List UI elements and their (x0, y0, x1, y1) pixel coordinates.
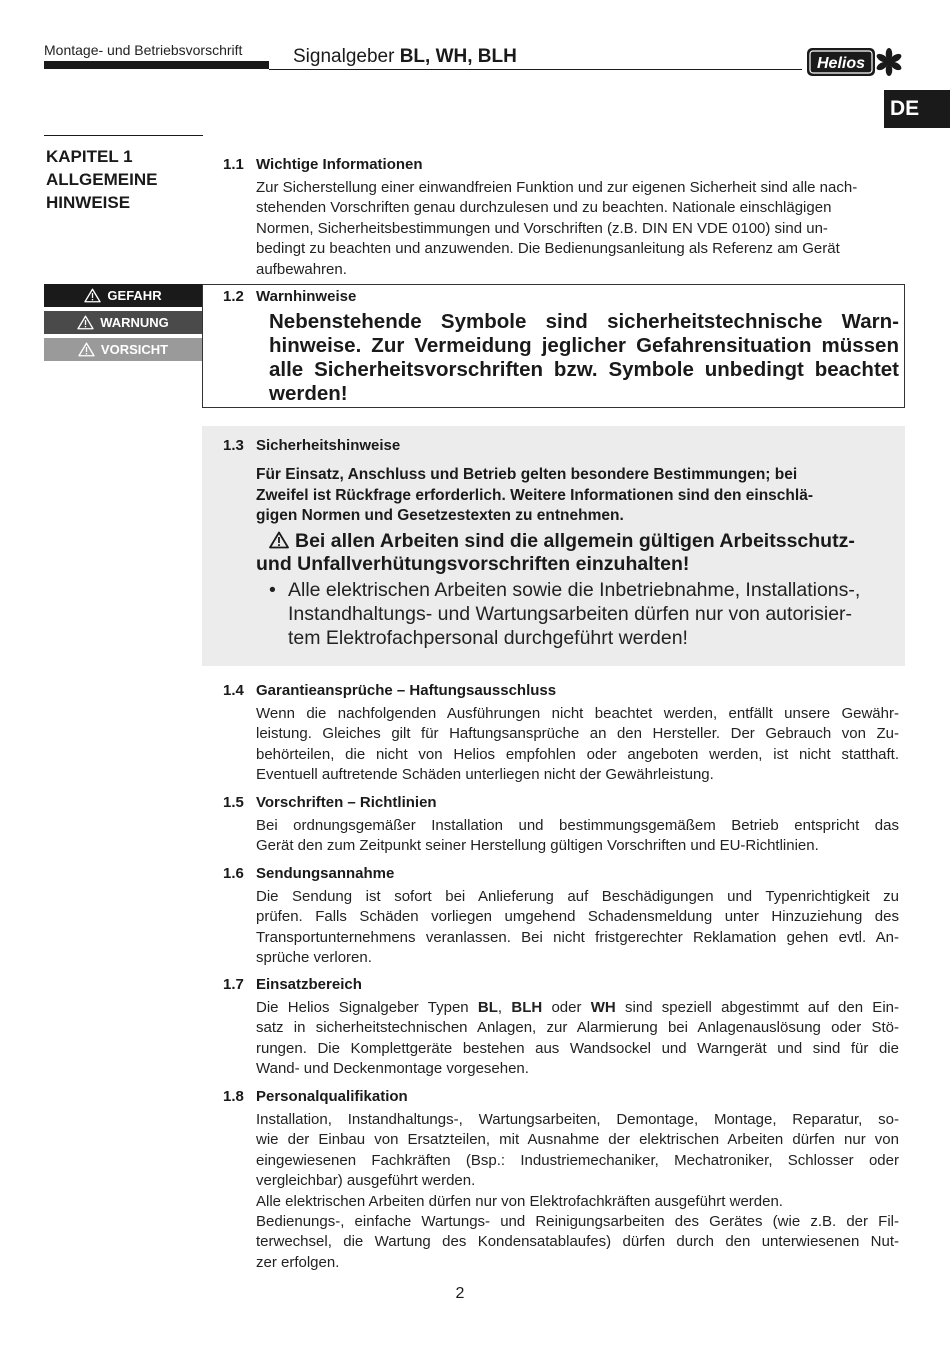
text-line: alle Sicherheitsvorschriften bzw. Symbole unbedingt beachtet (269, 358, 899, 381)
text-line: rungen. Die Komplettgeräte bestehen aus Wandsockel und Warngerät und sind für die (256, 1039, 899, 1057)
section-body (256, 1110, 899, 1273)
section-heading: Personalqualifikation (256, 1088, 408, 1105)
label-warnung (44, 311, 202, 334)
text-line (256, 998, 899, 1018)
section-number: 1.4 (223, 682, 244, 699)
chapter-line: ALLGEMEINE (46, 170, 158, 189)
text-line: prüfen. Falls Schäden vorliegen umgehend Schadensmeldung unter Hinzuziehung des (256, 908, 899, 926)
text-line: Gerät den zum Zeitpunkt seiner Herstellung gültigen Vorschriften und EU-Richtlinien. (256, 837, 819, 855)
warning-triangle-icon (269, 531, 289, 549)
text-line: werden! (269, 382, 348, 405)
warning-line (269, 530, 899, 553)
text-line: zer erfolgen. (256, 1253, 340, 1271)
logo-text: Helios (816, 55, 866, 72)
section-heading: Vorschriften – Richtlinien (256, 794, 437, 811)
section-body (256, 998, 899, 1080)
label-text: GEFAHR (107, 288, 162, 303)
text-line: Installation, Instandhaltungs-, Wartungsarbeiten, Demontage, Montage, Reparatur, so- (256, 1111, 899, 1128)
section-heading: Warnhinweise (256, 288, 357, 305)
section-number: 1.6 (223, 865, 244, 882)
model-bl: BL (477, 999, 498, 1016)
model-wh: WH (590, 999, 616, 1016)
section-number: 1.1 (223, 156, 244, 173)
section-number: 1.7 (223, 976, 244, 993)
text-line: terwechsel, die Wartung des Kondensatablaufes) dürfen durch den unterwiesenen Nut- (256, 1233, 899, 1251)
section-number: 1.8 (223, 1088, 244, 1105)
label-text: WARNUNG (100, 315, 169, 330)
text-line: vergleichbar) ausgeführt werden. (256, 1172, 476, 1190)
text-run: Die Helios Signalgeber Typen (256, 999, 478, 1016)
warning-notice (269, 310, 899, 406)
language-tab: DE (884, 90, 950, 128)
helios-logo (806, 46, 902, 78)
text-line: Transportunternehmens veranlassen. Bei nicht fristgerechter Reklamation gehen evtl. An- (256, 928, 899, 946)
text-line: wie der Einbau von Ersatzteilen, mit Ausnahme der elektrischen Arbeiten dürfen nur von (256, 1131, 899, 1149)
text-line: Nebenstehende Symbole sind sicherheitstechnische Warn- (269, 310, 899, 333)
text-line: behörteilen, die nicht von Helios empfohlen oder angeboten werden, ist nicht statthaft. (256, 745, 899, 763)
text-run: , (497, 999, 512, 1016)
text-line: Bei ordnungsgemäßer Installation und bestimmungsgemäßem Betrieb entspricht das (256, 817, 899, 834)
section-body (256, 178, 899, 280)
general-safety-warning (256, 530, 899, 576)
bullet-text (288, 578, 899, 650)
title-models: BL, WH, BLH (399, 46, 517, 67)
header-rule (269, 69, 802, 70)
section-heading: Einsatzbereich (256, 976, 362, 993)
section-body (256, 704, 899, 786)
text-line: Zweifel ist Rückfrage erforderlich. Weitere Informationen sind den einschlä- (256, 486, 813, 504)
text-line: tem Elektrofachpersonal durchgeführt werden! (288, 627, 688, 649)
text-line: Eventuell auftretende Schäden unterliegen nicht der Gewährleistung. (256, 766, 714, 784)
header-bar (44, 61, 269, 69)
label-vorsicht (44, 338, 202, 361)
text-line: satz in sicherheitstechnischen Anlagen, zur Alarmierung bei Anlagenauslösung oder Stö- (256, 1019, 899, 1037)
section-heading: Sicherheitshinweise (256, 437, 401, 454)
text-line: Alle elektrischen Arbeiten dürfen nur von Elektrofachkräften ausgeführt werden. (256, 1192, 783, 1210)
text-line: sprüche verloren. (256, 949, 372, 967)
text-line: Alle elektrischen Arbeiten sowie die Inbetriebnahme, Installations-, (288, 579, 861, 601)
section-number: 1.3 (223, 437, 244, 454)
text-line: Normen, Sicherheitsbestimmungen und Vorschriften (z.B. DIN EN VDE 0100) sind un- (256, 219, 828, 237)
text-line: bedingt zu beachten und anzuwenden. Die Bedienungsanleitung als Referenz am Gerät (256, 240, 840, 258)
bullet-symbol: • (269, 579, 276, 601)
text-line: aufbewahren. (256, 260, 347, 278)
text-line: Die Sendung ist sofort bei Anlieferung auf Beschädigungen und Typenrichtigkeit zu (256, 888, 899, 905)
section-body (256, 887, 899, 969)
warning-triangle-icon (77, 315, 94, 330)
warning-triangle-icon (78, 342, 95, 357)
text-line: Bedienungs-, einfache Wartungs- und Reinigungsarbeiten des Gerätes (wie z.B. der Fil- (256, 1213, 899, 1231)
text-line: Wand- und Deckenmontage vorgesehen. (256, 1060, 529, 1078)
text-line: Instandhaltungs- und Wartungsarbeiten dürfen nur von autorisier- (288, 603, 853, 625)
document-type: Montage- und Betriebsvorschrift (44, 42, 243, 58)
text-line: und Unfallverhütungsvorschriften einzuhalten! (256, 553, 690, 575)
warning-triangle-icon (84, 288, 101, 303)
page-number: 2 (455, 1285, 465, 1302)
section-heading: Wichtige Informationen (256, 156, 423, 173)
model-blh: BLH (511, 999, 543, 1016)
text-line: hinweise. Zur Vermeidung jeglicher Gefahrensituation müssen (269, 334, 899, 357)
text-line: eingewiesenen Fachkräften (Bsp.: Industriemechaniker, Mechatroniker, Schlosser oder (256, 1151, 899, 1169)
text-line: Für Einsatz, Anschluss und Betrieb gelten besondere Bestimmungen; bei (256, 466, 798, 483)
chapter-heading (46, 145, 157, 214)
text-line: gigen Normen und Gesetzestexten zu entnehmen. (256, 507, 624, 525)
chapter-line: HINWEISE (46, 193, 131, 212)
label-text: VORSICHT (100, 342, 169, 357)
text-run: oder (542, 999, 591, 1016)
text-line: leistung. Gleiches gilt für Haftungsansprüche an den Hersteller. Der Gebrauch von Zu- (256, 725, 899, 743)
chapter-line: KAPITEL 1 (46, 147, 133, 166)
section-heading: Garantieansprüche – Haftungsausschluss (256, 682, 557, 699)
section-number: 1.5 (223, 794, 244, 811)
title-prefix: Signalgeber (293, 46, 400, 67)
section-heading: Sendungsannahme (256, 865, 395, 882)
label-gefahr (44, 284, 202, 307)
safety-notice (256, 465, 899, 527)
chapter-rule (44, 135, 203, 136)
text-line: Zur Sicherstellung einer einwandfreien Funktion und zur eigenen Sicherheit sind alle nach- (256, 179, 858, 196)
text-run: sind speziell abgestimmt auf den Ein- (615, 999, 899, 1016)
document-title (293, 46, 517, 68)
section-body (256, 816, 899, 857)
text-line: stehenden Vorschriften genau durchzulesen und zu beachten. Nationale einschlägigen (256, 199, 832, 217)
text-line: Bei allen Arbeiten sind die allgemein gültigen Arbeitsschutz- (295, 530, 855, 552)
section-number: 1.2 (223, 288, 244, 305)
text-line: Wenn die nachfolgenden Ausführungen nicht beachtet werden, entfällt unsere Gewähr- (256, 705, 899, 722)
